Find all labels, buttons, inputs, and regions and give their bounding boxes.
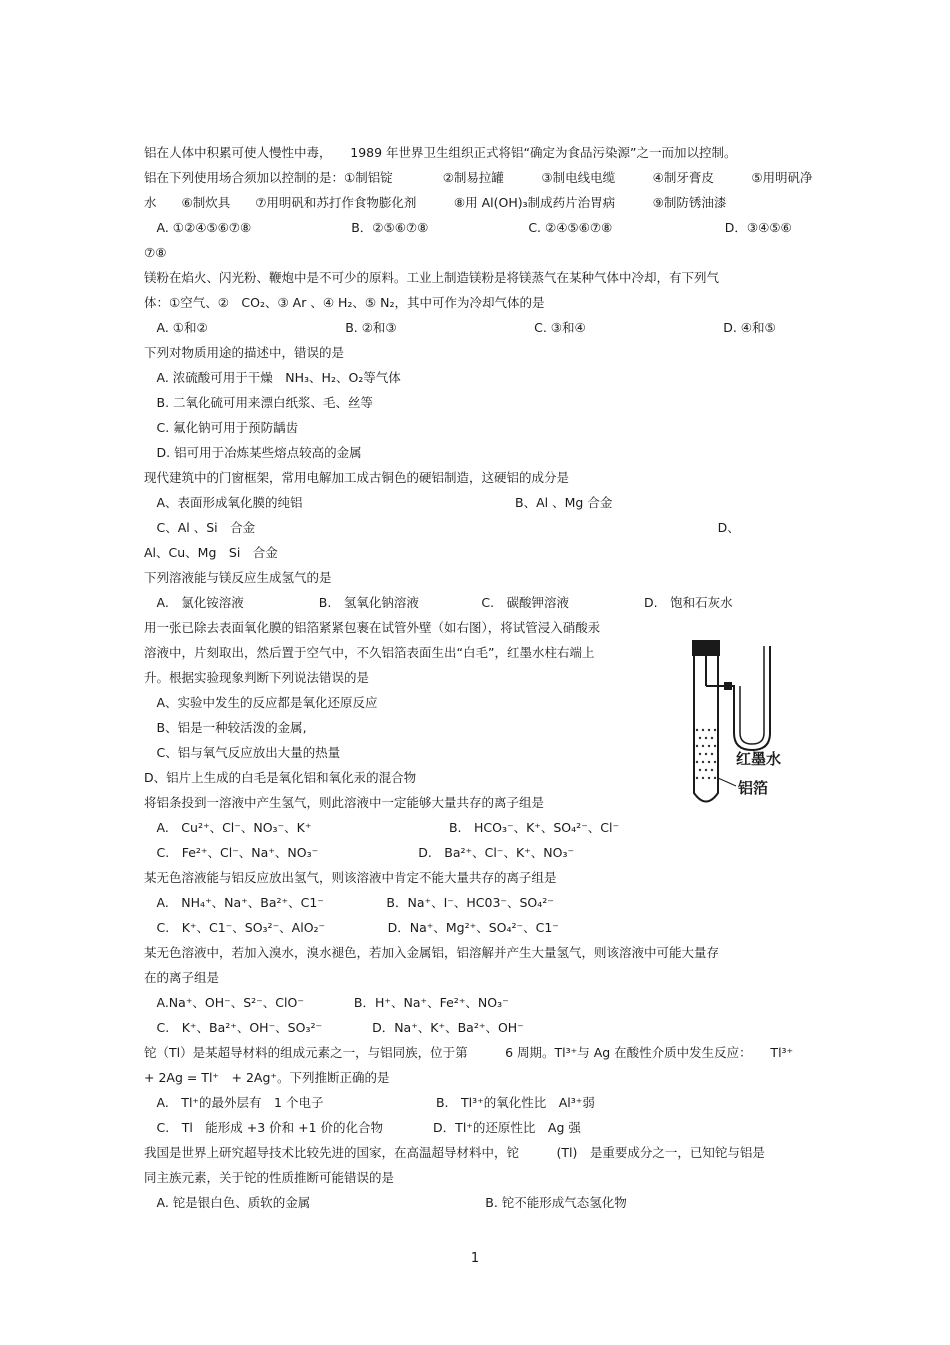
text-line: C. Tl 能形成 +3 价和 +1 价的化合物 D．Tl⁺的还原性比 Ag 强 <box>144 1120 581 1135</box>
text-line: A. ①和② B. ②和③ C. ③和④ D. ④和⑤ <box>144 320 776 335</box>
text-line: ⑦⑧ <box>144 245 167 260</box>
text-line: B、铝是一种较活泼的金属, <box>144 720 307 735</box>
text-line: 下列对物质用途的描述中，错误的是 <box>144 345 345 360</box>
text-line: 升。根据实验现象判断下列说法错误的是 <box>144 670 370 685</box>
text-line: 现代建筑中的门窗框架，常用电解加工成古铜色的硬铝制造，这硬铝的成分是 <box>144 470 570 485</box>
text-line: 镁粉在焰火、闪光粉、鞭炮中是不可少的原料。工业上制造镁粉是将镁蒸气在某种气体中冷却，有下列气 <box>144 270 720 285</box>
text-line: 水 ⑥制炊具 ⑦用明矾和苏打作食物膨化剂 ⑧用 Al(OH)₃制成药片治胃病 ⑨制防锈油漆 <box>144 195 727 210</box>
text-line: B. 二氧化硫可用来漂白纸浆、毛、丝等 <box>144 395 374 410</box>
text-line: 铊（Tl）是某超导材料的组成元素之一，与铝同族，位于第 6 周期。Tl³⁺与 Ag 在酸性介质中发生反应： Tl³⁺ <box>144 1045 794 1060</box>
text-line: + 2Ag = Tl⁺ + 2Ag⁺。下列推断正确的是 <box>144 1070 390 1085</box>
text-line: 某无色溶液中，若加入溴水，溴水褪色，若加入金属铝，铝溶解并产生大量氢气，则该溶液中可能大量存 <box>144 945 720 960</box>
text-line: D、铝片上生成的白毛是氧化铝和氧化汞的混合物 <box>144 770 417 785</box>
text-line: 同主族元素，关于铊的性质推断可能错误的是 <box>144 1170 395 1185</box>
foil-dots <box>696 729 716 779</box>
text-line: 某无色溶液能与铝反应放出氢气，则该溶液中肯定不能大量共存的离子组是 <box>144 870 557 885</box>
u-tube-icon <box>706 646 770 750</box>
label-red-ink: 红墨水 <box>736 750 782 768</box>
page-number: 1 <box>470 1251 480 1266</box>
text-line: A. Cu²⁺、Cl⁻、NO₃⁻、K⁺ B. HCO₃⁻、K⁺、SO₄²⁻、Cl⁻ <box>144 820 620 835</box>
text-line: 我国是世界上研究超导技术比较先进的国家，在高温超导材料中，铊 (Tl) 是重要成分之一，已知铊与铝是 <box>144 1145 765 1160</box>
text-line: A. 氯化铵溶液 B. 氢氧化钠溶液 C. 碳酸钾溶液 D. 饱和石灰水 <box>144 595 733 610</box>
text-line: 铝在下列使用场合须加以控制的是：①制铝锭 ②制易拉罐 ③制电线电缆 ④制牙膏皮 ⑤用明矾净 <box>144 170 813 185</box>
clamp-icon <box>724 682 732 690</box>
text-line: 将铝条投到一溶液中产生氢气，则此溶液中一定能够大量共存的离子组是 <box>144 795 545 810</box>
text-line: C、铝与氧气反应放出大量的热量 <box>144 745 341 760</box>
text-line: A. NH₄⁺、Na⁺、Ba²⁺、C1⁻ B．Na⁺、I⁻、HC03⁻、SO₄²⁻ <box>144 895 554 910</box>
text-line: 用一张已除去表面氧化膜的铝箔紧紧包裹在试管外壁（如右图），将试管浸入硝酸汞 <box>144 620 601 635</box>
text-line: A.Na⁺、OH⁻、S²⁻、ClO⁻ B．H⁺、Na⁺、Fe²⁺、NO₃⁻ <box>144 995 509 1010</box>
text-line: 在的离子组是 <box>144 970 220 985</box>
text-line: C、Al 、Si 合金 D、 <box>144 520 740 535</box>
text-line: A. 铊是银白色、质软的金属 B. 铊不能形成气态氢化物 <box>144 1195 627 1210</box>
text-line: 体：①空气、② CO₂、③ Ar 、④ H₂、⑤ N₂，其中可作为冷却气体的是 <box>144 295 545 310</box>
label-aluminum-foil: 铝箔 <box>738 779 769 797</box>
text-line: C. K⁺、Ba²⁺、OH⁻、SO₃²⁻ D．Na⁺、K⁺、Ba²⁺、OH⁻ <box>144 1020 524 1035</box>
text-line: A. ①②④⑤⑥⑦⑧ B．②⑤⑥⑦⑧ C. ②④⑤⑥⑦⑧ D．③④⑤⑥ <box>144 220 792 235</box>
text-line: A. Tl⁺的最外层有 1 个电子 B. Tl³⁺的氧化性比 Al³⁺弱 <box>144 1095 595 1110</box>
text-line: Al、Cu、Mg Si 合金 <box>144 545 278 560</box>
text-line: 铝在人体中积累可使人慢性中毒， 1989 年世界卫生组织正式将铝“确定为食品污染源”之一而加以控制。 <box>144 145 737 160</box>
text-line: D. 铝可用于冶炼某些熔点较高的金属 <box>144 445 362 460</box>
text-line: A、表面形成氧化膜的纯铝 B、Al 、Mg 合金 <box>144 495 613 510</box>
text-line: C. Fe²⁺、Cl⁻、Na⁺、NO₃⁻ D. Ba²⁺、Cl⁻、K⁺、NO₃⁻ <box>144 845 575 860</box>
apparatus-figure <box>676 638 806 808</box>
text-line: 溶液中，片刻取出，然后置于空气中，不久铝箔表面生出“白毛”，红墨水柱右端上 <box>144 645 595 660</box>
text-line: 下列溶液能与镁反应生成氢气的是 <box>144 570 332 585</box>
text-line: C. 氟化钠可用于预防龋齿 <box>144 420 299 435</box>
text-line: A. 浓硫酸可用于干燥 NH₃、H₂、O₂等气体 <box>144 370 401 385</box>
text-line: A、实验中发生的反应都是氧化还原反应 <box>144 695 378 710</box>
text-line: C. K⁺、C1⁻、SO₃²⁻、AlO₂⁻ D．Na⁺、Mg²⁺、SO₄²⁻、C1⁻ <box>144 920 559 935</box>
